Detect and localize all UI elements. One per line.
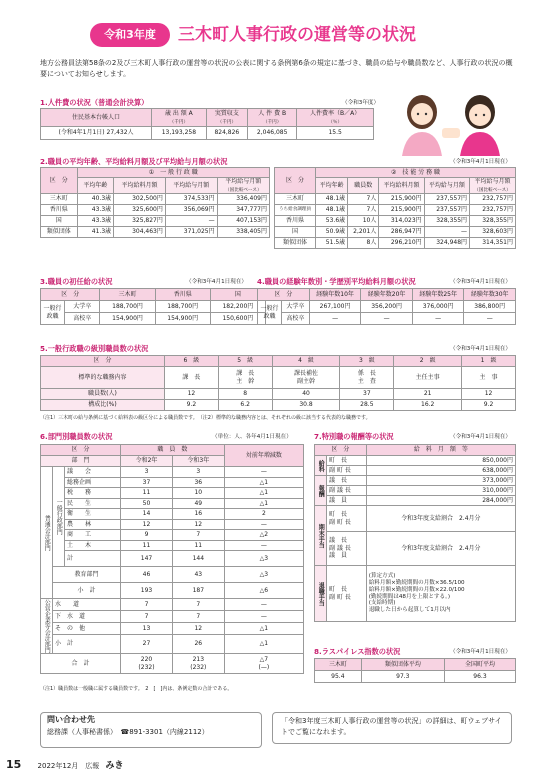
s2l-h2: 平均給料月額 [114,178,166,194]
s2l-row-label: 類似団体 [41,227,78,238]
s2l-cell: 43.3歳 [77,216,114,227]
s6-row-label: 計 [65,551,121,567]
department-staff-table [40,444,304,674]
s7-value: 373,000円 [366,476,515,486]
contact-title: 問い合わせ先 [47,715,95,724]
s2r-row-label: 国 [275,227,316,238]
s2l-cell: 302,500円 [114,194,166,205]
s1-title: 1.人件費の状況（普通会計決算） [40,98,149,107]
s7-value: 令和3年度支給割合 2.4月分 [366,532,515,566]
s2r-cell: 2,201人 [348,227,379,238]
s7-h0: 区 分 [315,445,367,456]
s5-cell: 21 [394,389,462,400]
s5-cell: 構成比(%) [41,400,165,411]
s5-cell: 6.2 [218,400,272,411]
s1-c4: 15.5 [297,127,374,140]
intro-text: 地方公務員法第58条の2及び三木町人事行政の運営等の状況の公表に関する条例第6条の規定に基づき、職員の給与や職員数など、人事行政の状況の概要についてお知らせします。 [40,59,513,79]
s6-sub2: 令和3年 [172,456,224,467]
s2r-cell: 314,351円 [470,238,516,249]
s3-r1c2: 154,900円 [155,313,210,325]
s4-group: 一般行政職 [258,301,282,325]
s6-cell: 7 [172,530,224,541]
laspeyres-table [314,658,516,683]
s2l-cell: 356,069円 [165,205,217,216]
s4-h2: 経験年数20年 [361,289,413,301]
contact-box [40,712,262,748]
s3-title: 3.職員の初任給の状況 [40,277,113,286]
s2r-row-label: うち給食調理員 [275,205,316,216]
s6-cell: 7 [121,611,173,623]
s5-header: 3 級 [340,356,394,367]
s2r-cell: 215,900円 [379,205,424,216]
s7-role: 町 長 副 町 長 [327,506,367,532]
s4-r1c3: — [412,313,464,325]
s6-cell: 187 [172,583,224,599]
s2r-cell: 324,948円 [424,238,469,249]
s2r-h2: 職員数 [348,178,379,194]
s4-title: 4.職員の経験年数別・学歴別平均給料月額の状況 [257,277,416,286]
s2r-h0: 区 分 [275,168,316,194]
s2r-cell: 10人 [348,216,379,227]
s4-h4: 経験年数30年 [464,289,516,301]
s6-cell: 49 [172,498,224,509]
s4-r0c3: 376,000円 [412,301,464,313]
s8-h2: 全国町平均 [444,659,515,671]
s6-cell: 12 [121,519,173,530]
s7-asof: （令和3年4月1日現在） [450,434,512,440]
s2r-cell: 48.1歳 [316,205,348,216]
s5-title: 5.一般行政職の級別職員数の状況 [40,344,149,353]
s7-value: 令和3年度支給割合 2.4月分 [366,506,515,532]
s2r-cell: 7人 [348,194,379,205]
s2l-h4: 平均給与月額 （国比較ベース） [217,178,269,194]
grade-staff-table [40,355,516,411]
s8-c0: 95.4 [315,671,362,683]
s3-h3: 国 [210,289,265,301]
special-post-table [314,444,516,622]
s6-total-cell: △7 (—) [224,654,303,674]
s6-title: 6.部門別職員数の状況 [40,432,113,441]
s2r-cell: 232,757円 [470,205,516,216]
s6-cell: △3 [224,551,303,567]
s6-asof: （単位：人、各年4月1日現在） [212,434,292,440]
s5-cell: 主任主事 [394,367,462,389]
s5-cell: 12 [462,389,516,400]
starting-salary-table [40,288,266,325]
s8-title: 8.ラスパイレス指数の状況 [314,647,401,656]
s2r-cell: 286,947円 [379,227,424,238]
s6-cell: △3 [224,567,303,583]
s1-c3: 2,046,085 [248,127,297,140]
s6-cell: 7 [121,599,173,611]
s2-asof: （令和3年4月1日現在） [450,159,512,165]
s2l-cell: 43.3歳 [77,205,114,216]
s6-cell: 144 [172,551,224,567]
s4-r1c1: — [309,313,361,325]
s2l-cell: 371,025円 [165,227,217,238]
s6-sub1: 令和2年 [121,456,173,467]
s2l-row-label: 国 [41,216,78,227]
s4-r1c2: — [361,313,413,325]
s5-header: 4 級 [272,356,340,367]
s2l-cell: 325,827円 [114,216,166,227]
s2l-h0: 区 分 [41,168,78,194]
s5-cell: 9.2 [164,400,218,411]
s3-asof: （令和3年4月1日現在） [186,279,248,285]
s5-cell: 主 事 [462,367,516,389]
s6-row-label: 商 工 [65,530,121,541]
s7-role: 副 議 長 [327,486,367,496]
s6-cell: — [224,611,303,623]
s7-category: 期末手当 [315,506,327,566]
s6-cell: — [224,519,303,530]
s8-c2: 96.3 [444,671,515,683]
s6-cell: △2 [224,530,303,541]
s2r-cell: 237,557円 [424,205,469,216]
s2r-cell: 7人 [348,205,379,216]
s6-cell: △1 [224,477,303,488]
s8-c1: 97.3 [361,671,444,683]
s6-cell: 14 [121,509,173,520]
s2r-row-label: 三木町 [275,194,316,205]
s2r-group: ② 技 能 労 務 職 [316,168,516,178]
s6-group-admin: 一般行政部門 [53,467,65,567]
s6-row-label: 民 生 [65,498,121,509]
s2l-cell: 41.3歳 [77,227,114,238]
page-title: 三木町人事行政の運営等の状況 [178,25,416,45]
s2r-cell: — [424,227,469,238]
s6-cell: 12 [172,519,224,530]
s2r-cell: 51.5歳 [316,238,348,249]
s2r-h5: 平均給与月額 （国比較ベース） [470,178,516,194]
s5-cell: 28.5 [340,400,394,411]
personnel-cost-table [40,108,374,140]
s2l-cell: 325,600円 [114,205,166,216]
s6-cell: 193 [121,583,173,599]
s2l-h3: 平均給与月額 [165,178,217,194]
s7-role: 副 町 長 [327,466,367,476]
s6-cell: 2 [224,509,303,520]
s2r-h1: 平均年齢 [316,178,348,194]
s1-h3: 人 件 費 B （千円） [248,109,297,127]
s2r-row-label: 香川県 [275,216,316,227]
s6-row-label: 教育部門 [53,567,121,583]
s7-role: 町 長 副 町 長 [327,566,367,622]
s5-cell: 40 [272,389,340,400]
s2r-cell: 215,900円 [379,194,424,205]
s7-value: 310,000円 [366,486,515,496]
s6-cell: 12 [172,623,224,635]
s3-r1c1: 154,900円 [100,313,155,325]
website-note: 「令和3年度三木町人事行政の運営等の状況」の詳細は、町ウェブサイトでご覧になれます。 [272,712,512,744]
s2l-cell: 336,409円 [217,194,269,205]
s5-header: 区 分 [41,356,165,367]
s7-role: 議 長 [327,476,367,486]
s7-value: (算定方式) 給料月額×勤続期間の月数×36.5/100 給料月額×勤続期間の月数×22.0/100 (勤続期間は48月を上限とする。) (支給時期) 退職した日から起算して1月以内 [366,566,515,622]
s1-c1: 13,193,258 [152,127,207,140]
s6-cell: 26 [172,635,224,654]
s6-cell: 3 [172,467,224,478]
s2-title: 2.職員の平均年齢、平均給料月額及び平均給与月額の状況 [40,157,228,166]
s6-cell: 147 [121,551,173,567]
experience-salary-table [257,288,516,325]
s5-cell: 標準的な職務内容 [41,367,165,389]
s5-note: （注1）三木町の給与条例に基づく給料表の級区分による職員数です。 （注2）標準的な職務内容とは、それぞれの級に該当する代表的な職務です。 [40,415,371,421]
s2-general-table [40,167,270,238]
s8-h1: 類似団体平均 [361,659,444,671]
s3-r1c3: 150,600円 [210,313,265,325]
s3-r0c3: 182,200円 [210,301,265,313]
s4-r1c0: 高校卒 [282,313,310,325]
page-number: 15 [6,758,22,771]
s6-row-label: 土 木 [65,540,121,551]
s7-value: 284,000円 [366,496,515,506]
s3-r0c2: 188,700円 [155,301,210,313]
s1-h1: 歳 出 額 A （千円） [152,109,207,127]
s6-cell: — [224,467,303,478]
s6-cell: — [224,599,303,611]
s6-row-label: そ の 他 [53,623,121,635]
s2r-cell: 48.1歳 [316,194,348,205]
s6-h2: 対前年増減数 [224,445,303,467]
s2r-cell: 50.9歳 [316,227,348,238]
s1-c2: 824,826 [206,127,247,140]
s5-cell: 30.8 [272,400,340,411]
s2l-cell: — [165,216,217,227]
s4-h3: 経験年数25年 [412,289,464,301]
s6-cell: 16 [172,509,224,520]
s4-r0c4: 386,800円 [464,301,516,313]
s6-total-cell: 220 (232) [121,654,173,674]
s2r-cell: 232,757円 [470,194,516,205]
s6-row-label: 小 計 [53,583,121,599]
s2l-group: ① 一 般 行 政 職 [77,168,269,178]
s6-cell: 11 [172,540,224,551]
s2r-cell: 8人 [348,238,379,249]
s6-h1: 職 員 数 [121,445,225,456]
s7-role: 町 長 [327,456,367,466]
s6-cell: 11 [121,540,173,551]
s4-r0c2: 356,200円 [361,301,413,313]
year-badge: 令和3年度 [90,23,170,47]
s2r-cell: 237,557円 [424,194,469,205]
magazine-logo: みき [105,761,124,771]
s7-role: 議 員 [327,496,367,506]
s6-cell: △1 [224,498,303,509]
s2r-cell: 328,355円 [424,216,469,227]
s2r-cell: 314,023円 [379,216,424,227]
staff-illustration-icon [384,88,516,156]
s7-category: 退職手当 [315,566,327,622]
s2l-h1: 平均年齢 [77,178,114,194]
s5-cell: 12 [164,389,218,400]
s3-h0: 区 分 [41,289,100,301]
s4-r0c0: 大学卒 [282,301,310,313]
s6-cell: 27 [121,635,173,654]
s3-h1: 三木町 [100,289,155,301]
s1-h2: 実質収支 （千円） [206,109,247,127]
s7-category: 報酬 [315,476,327,506]
s6-cell: 46 [121,567,173,583]
s4-r0c1: 267,100円 [309,301,361,313]
s4-h0: 区 分 [258,289,310,301]
s4-r1c4: — [464,313,516,325]
contact-detail: 総務課（人事秘書係） ☎891-3301（内線2112） [47,728,209,736]
s6-cell: 7 [172,599,224,611]
s5-cell: 職員数(人) [41,389,165,400]
s2l-cell: 304,463円 [114,227,166,238]
footer [6,758,124,772]
s6-cell: 7 [172,611,224,623]
s5-header: 6 級 [164,356,218,367]
s5-header: 1 級 [462,356,516,367]
s3-r1c0: 高校卒 [65,313,100,325]
s2r-cell: 296,210円 [379,238,424,249]
s6-cell: △6 [224,583,303,599]
s3-h2: 香川県 [155,289,210,301]
s6-group-general: 普通会計部門 [41,467,53,599]
s2r-cell: 328,603円 [470,227,516,238]
s5-cell: 課 長 主 幹 [218,367,272,389]
s6-cell: 9 [121,530,173,541]
s2r-h4: 平均給与月額 [424,178,469,194]
s7-value: 850,000円 [366,456,515,466]
s6-row-label: 衛 生 [65,509,121,520]
s7-h1: 給 料 月 額 等 [366,445,515,456]
s6-row-label: 農 林 [65,519,121,530]
s5-header: 5 級 [218,356,272,367]
s6-row-label: 水 道 [53,599,121,611]
s2r-cell: 328,355円 [470,216,516,227]
s2r-cell: 53.6歳 [316,216,348,227]
s3-r0c0: 大学卒 [65,301,100,313]
s6-h0: 区 分 [41,445,121,456]
s6-cell: △1 [224,635,303,654]
s3-group: 一般行政職 [41,301,65,325]
s6-note: （注1）職員数は一般職に属する職員数です。 2 [ ]内は、条例定数の合計である。 [40,686,233,692]
s6-row-label: 税 務 [65,488,121,499]
s2l-cell: 374,533円 [165,194,217,205]
s6-row-label: 総務企画 [65,477,121,488]
header [86,20,466,50]
s6-cell: 37 [121,477,173,488]
s6-cell: 10 [172,488,224,499]
s7-value: 638,000円 [366,466,515,476]
s3-r0c1: 188,700円 [100,301,155,313]
s5-cell: 16.2 [394,400,462,411]
s6-row-label: 下 水 道 [53,611,121,623]
s2r-h3: 平均給料月額 [379,178,424,194]
s2l-cell: 407,153円 [217,216,269,227]
s1-c0: (令和4年1月1日) 27,432人 [41,127,152,140]
s6-row-label: 議 会 [65,467,121,478]
s6-cell: △1 [224,488,303,499]
s2l-cell: 347,777円 [217,205,269,216]
s6-sub0: 部 門 [41,456,121,467]
s2l-cell: 338,405円 [217,227,269,238]
s6-group-enterprise: 公営企業等会計部門 [41,599,53,654]
s2l-cell: 40.3歳 [77,194,114,205]
s8-asof: （令和3年4月1日現在） [450,649,512,655]
s2-labor-table [274,167,516,249]
s1-asof: （令和3年度） [342,100,380,106]
s7-title: 7.特別職の報酬等の状況 [314,432,394,441]
s5-asof: （令和3年4月1日現在） [450,346,512,352]
s2r-row-label: 類似団体 [275,238,316,249]
s6-cell: △1 [224,623,303,635]
s4-h1: 経験年数10年 [309,289,361,301]
s6-cell: 3 [121,467,173,478]
s5-cell: 課 長 [164,367,218,389]
s8-h0: 三木町 [315,659,362,671]
s2l-row-label: 三木町 [41,194,78,205]
s6-total-label: 合 計 [41,654,121,674]
s6-cell: 11 [121,488,173,499]
s6-cell: 36 [172,477,224,488]
s5-cell: 9.2 [462,400,516,411]
issue-info: 2022年12月 広報 [37,762,100,770]
s4-asof: （令和3年4月1日現在） [450,279,512,285]
s6-cell: 50 [121,498,173,509]
s6-cell: 13 [121,623,173,635]
s7-role: 議 長 副 議 長 議 員 [327,532,367,566]
s2l-row-label: 香川県 [41,205,78,216]
s7-category: 給料 [315,456,327,476]
s5-cell: 係 長 主 査 [340,367,394,389]
s6-total-cell: 213 (232) [172,654,224,674]
s5-header: 2 級 [394,356,462,367]
s6-row-label: 小 計 [53,635,121,654]
s5-cell: 8 [218,389,272,400]
s1-h0: 住民基本台帳人口 [41,109,152,127]
s1-h4: 人件費率（B／A） （％） [297,109,374,127]
s5-cell: 37 [340,389,394,400]
s5-cell: 課長補佐 副主幹 [272,367,340,389]
s6-cell: — [224,540,303,551]
s6-cell: 43 [172,567,224,583]
